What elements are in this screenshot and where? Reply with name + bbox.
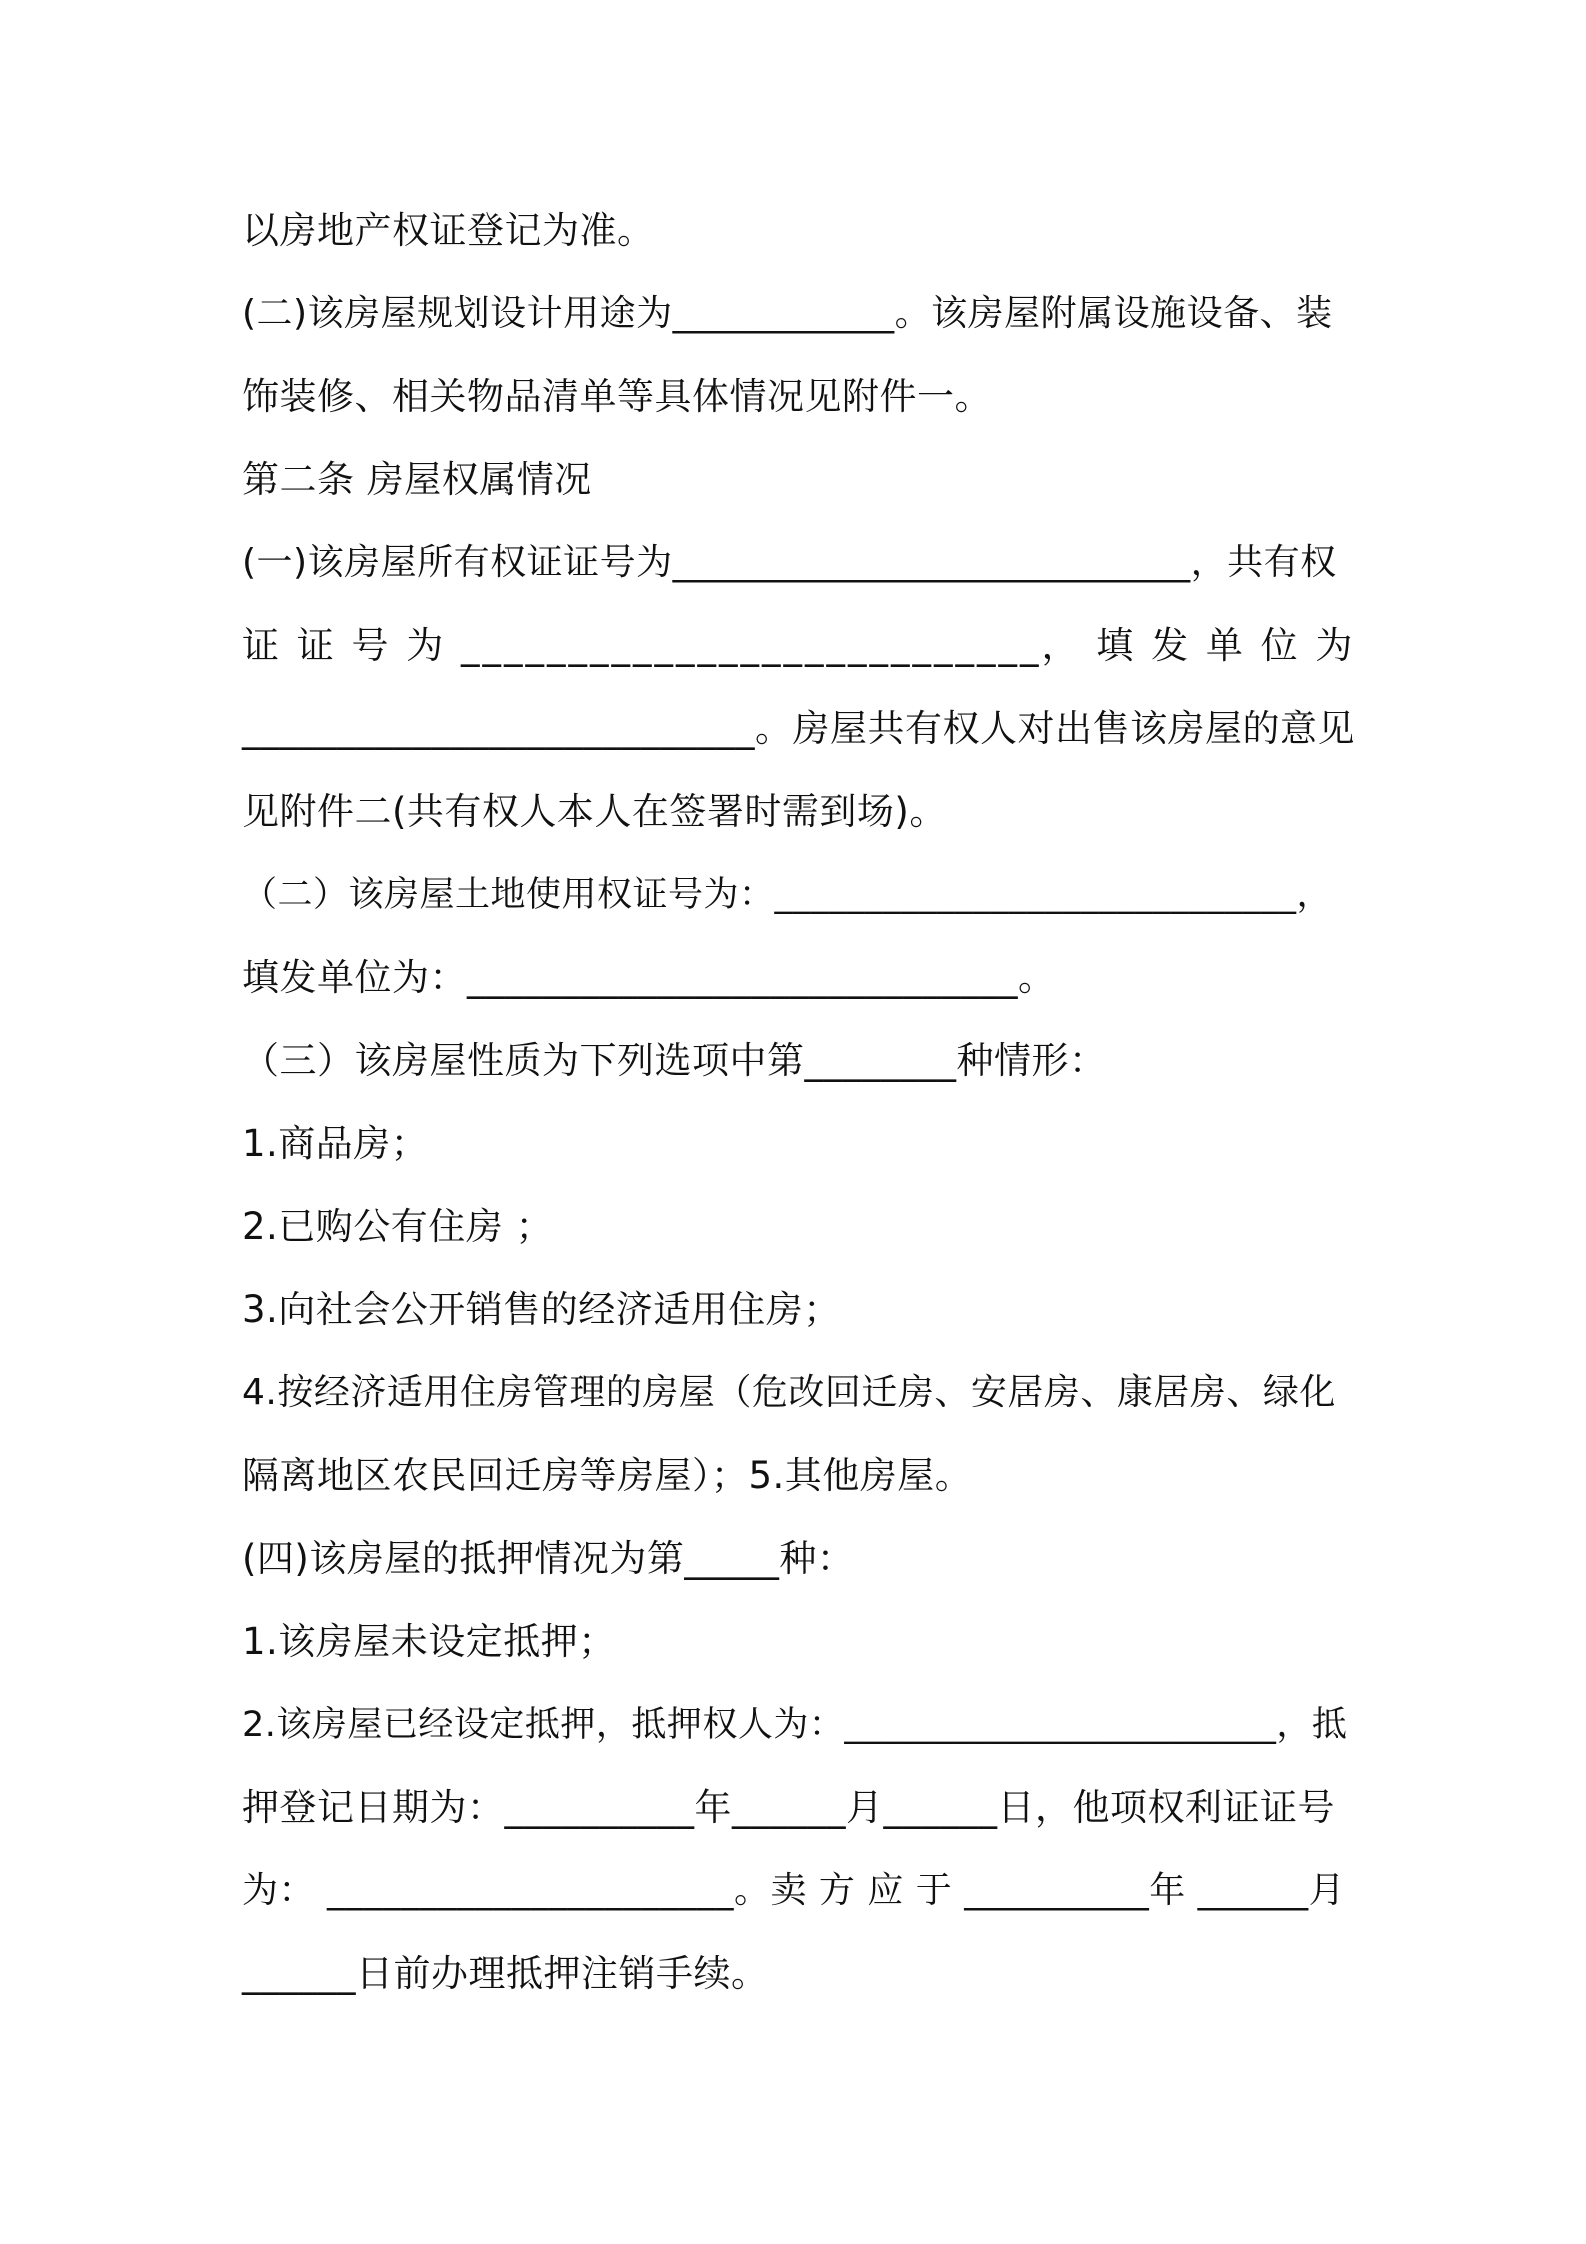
list-item-4: 4.按经济适用住房管理的房屋（危改回迁房、安居房、康居房、绿化 xyxy=(242,1372,1336,1413)
text-line-5: (一)该房屋所有权证证号为____________________________，共有权 xyxy=(242,542,1337,583)
list-item-4-cont: 隔离地区农民回迁房等房屋）；5.其他房屋。 xyxy=(242,1454,973,1497)
text-line-17: (四)该房屋的抵押情况为第_____种： xyxy=(242,1537,855,1580)
mortgage-item-1: 1.该房屋未设定抵押； xyxy=(242,1620,616,1663)
text-line-7: ___________________________。房屋共有权人对出售该房屋的意见 xyxy=(242,707,1355,750)
text-line-10: 填发单位为：_____________________________。 xyxy=(242,956,1056,999)
text-line-8: 见附件二(共有权人本人在签署时需到场)。 xyxy=(242,790,947,833)
text-line-3: 饰装修、相关物品清单等具体情况见附件一。 xyxy=(242,375,992,418)
text-line-11: （三）该房屋性质为下列选项中第________种情形： xyxy=(242,1039,1107,1082)
text-line-6: 证 证 号 为 ___________________________， 填 发 单 位 为 xyxy=(242,624,1356,667)
mortgage-item-2-cont-3: ______日前办理抵押注销手续。 xyxy=(242,1952,769,1995)
section-heading: 第二条 房屋权属情况 xyxy=(242,458,592,501)
text-line-1: 以房地产权证登记为准。 xyxy=(242,209,655,252)
list-item-3: 3.向社会公开销售的经济适用住房； xyxy=(242,1288,841,1331)
mortgage-item-2-cont: 押登记日期为：__________年______月______日，他项权利证证号 xyxy=(242,1786,1335,1829)
text-line-2: (二)该房屋规划设计用途为____________。该房屋附属设施设备、装 xyxy=(242,293,1333,334)
list-item-1: 1.商品房； xyxy=(242,1122,429,1165)
list-item-2: 2.已购公有住房 ； xyxy=(242,1205,554,1248)
mortgage-item-2: 2.该房屋已经设定抵押，抵押权人为：________________________，抵 xyxy=(242,1705,1348,1745)
mortgage-item-2-cont-2: 为： ______________________。卖 方 应 于 __________年 ______月 xyxy=(242,1870,1346,1911)
text-line-9: （二）该房屋土地使用权证号为：_____________________________， xyxy=(242,875,1333,915)
